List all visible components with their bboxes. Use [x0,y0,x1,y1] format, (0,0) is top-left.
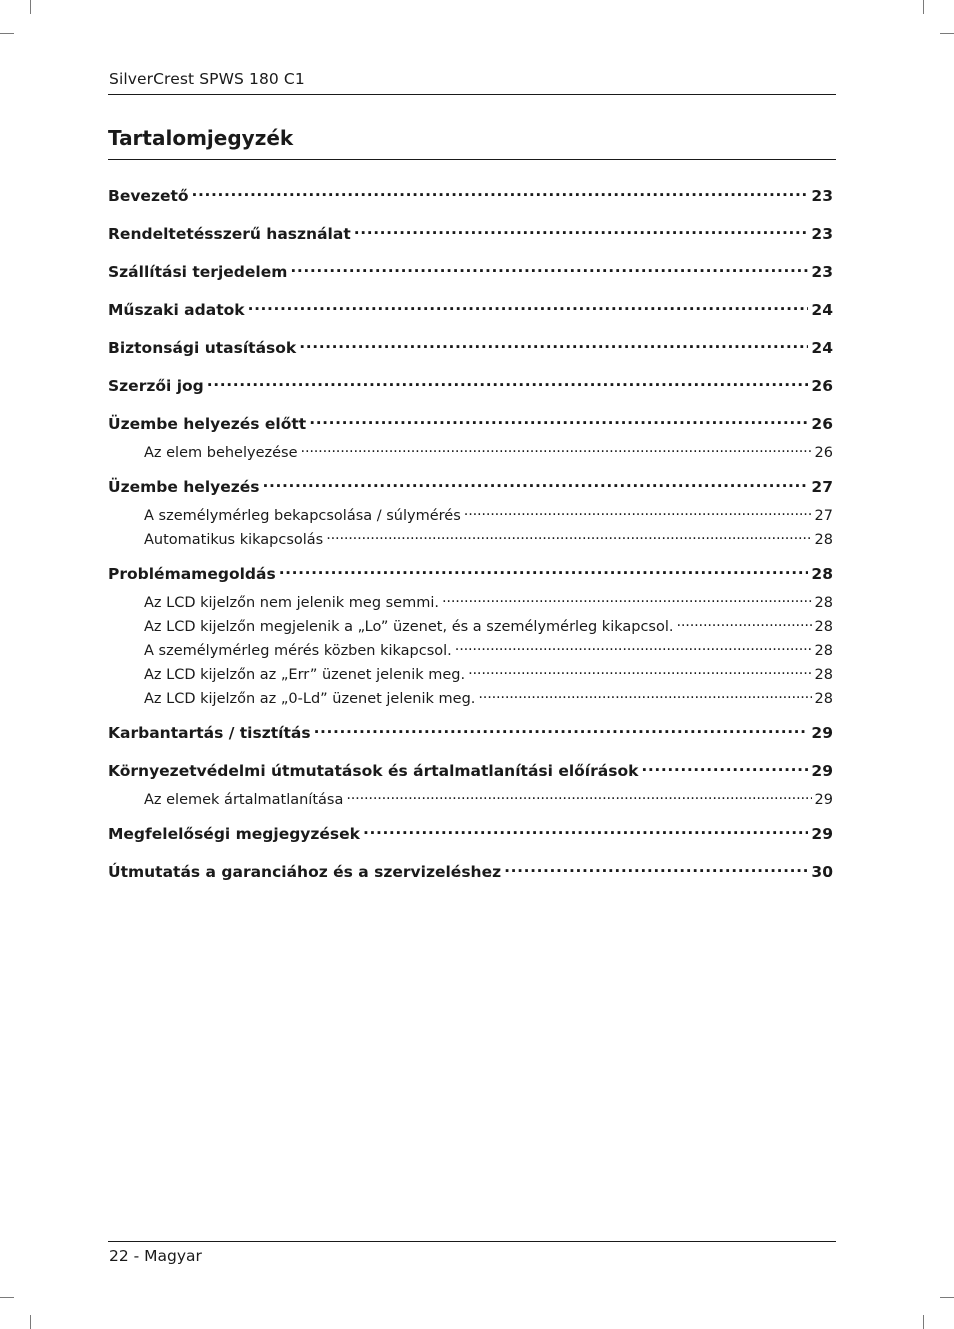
title-rule [108,159,836,160]
toc-subentry[interactable] [108,662,833,686]
toc-page-number: 29 [811,724,833,742]
dot-leader [301,440,812,457]
footer-rule [108,1241,836,1242]
toc-entry[interactable] [108,294,833,332]
toc-entry-title: Problémamegoldás [108,565,276,583]
toc-entry-title: Szerzői jog [108,377,204,395]
crop-mark [0,33,14,34]
toc-entry[interactable] [108,408,833,440]
toc-page-number: 28 [814,619,833,635]
toc-entry[interactable] [108,558,833,590]
toc-page-number: 27 [811,478,833,496]
toc-subentry[interactable] [108,440,833,471]
crop-mark [940,1297,954,1298]
dot-leader [354,220,809,239]
dot-leader [248,296,809,315]
toc-page-number: 24 [811,339,833,357]
toc-entry-title: Az elemek ártalmatlanítása [144,792,344,808]
dot-leader [290,258,808,277]
dot-leader [641,757,808,776]
toc-page-number: 27 [814,508,833,524]
dot-leader [504,858,808,877]
toc-entry-title: Biztonsági utasítások [108,339,297,357]
toc-page-number: 29 [814,792,833,808]
toc-page-number: 26 [811,415,833,433]
dot-leader [455,638,812,655]
dot-leader [263,473,809,492]
crop-mark [30,1315,31,1329]
dot-leader [363,820,808,839]
toc-entry[interactable] [108,471,833,503]
crop-mark [0,1297,14,1298]
toc-entry-title: Üzembe helyezés [108,478,260,496]
toc-page-number: 23 [811,263,833,281]
crop-mark [940,33,954,34]
toc-page-number: 23 [811,225,833,243]
toc-page-number: 24 [811,301,833,319]
toc-entry-title: Műszaki adatok [108,301,245,319]
toc-entry-title: Üzembe helyezés előtt [108,415,307,433]
dot-leader [442,590,812,607]
dot-leader [468,662,811,679]
crop-mark [30,0,31,14]
toc-entry-title: Az LCD kijelzőn nem jelenik meg semmi. [144,595,439,611]
toc-page-number: 28 [814,643,833,659]
toc-entry-title: Környezetvédelmi útmutatások és ártalmatlanítási előírások [108,762,639,780]
toc-entry[interactable] [108,218,833,256]
toc-subentry[interactable] [108,590,833,614]
toc-page-number: 23 [811,187,833,205]
toc-entry-title: Bevezető [108,187,189,205]
toc-subentry[interactable] [108,787,833,818]
toc-entry-title: A személymérleg mérés közben kikapcsol. [144,643,452,659]
toc-entry[interactable] [108,755,833,787]
page-number-footer: 22 - Magyar [109,1247,202,1265]
toc-entry[interactable] [108,256,833,294]
dot-leader [326,527,811,544]
toc-subentry[interactable] [108,503,833,527]
toc-page-number: 26 [811,377,833,395]
page-title: Tartalomjegyzék [108,126,294,150]
header-rule [108,94,836,95]
toc-entry-title: Karbantartás / tisztítás [108,724,311,742]
toc-entry-title: Automatikus kikapcsolás [144,532,324,548]
toc-subentry[interactable] [108,614,833,638]
toc-entry-title: Megfelelőségi megjegyzések [108,825,360,843]
toc-page-number: 28 [814,532,833,548]
toc-entry-title: Az elem behelyezése [144,445,298,461]
toc-page-number: 28 [814,691,833,707]
toc-subentry[interactable] [108,638,833,662]
dot-leader [299,334,808,353]
toc-subentry[interactable] [108,686,833,717]
dot-leader [207,372,809,391]
toc-entry-title: Rendeltetésszerű használat [108,225,351,243]
toc-entry-title: Az LCD kijelzőn az „Err” üzenet jelenik meg. [144,667,466,683]
dot-leader [346,787,811,804]
toc-entry-title: A személymérleg bekapcsolása / súlymérés [144,508,461,524]
toc-page-number: 29 [811,762,833,780]
running-header: SilverCrest SPWS 180 C1 [109,70,305,88]
toc-page-number: 28 [814,595,833,611]
toc-entry-title: Szállítási terjedelem [108,263,288,281]
dot-leader [464,503,812,520]
toc-entry[interactable] [108,717,833,755]
dot-leader [309,410,808,429]
dot-leader [676,614,811,631]
dot-leader [478,686,811,703]
toc-entry[interactable] [108,332,833,370]
toc-page-number: 30 [811,863,833,881]
toc-entry-title: Az LCD kijelzőn megjelenik a „Lo” üzenet, és a személymérleg kikapcsol. [144,619,674,635]
dot-leader [314,719,809,738]
toc-entry[interactable] [108,818,833,856]
toc-page-number: 28 [814,667,833,683]
toc-page-number: 26 [814,445,833,461]
dot-leader [279,560,809,579]
toc-entry[interactable] [108,370,833,408]
crop-mark [923,1315,924,1329]
toc-subentry[interactable] [108,527,833,558]
toc-entry-title: Az LCD kijelzőn az „0-Ld” üzenet jelenik meg. [144,691,476,707]
dot-leader [192,182,809,201]
toc-entry[interactable] [108,180,833,218]
table-of-contents [108,180,833,894]
crop-mark [923,0,924,14]
toc-page-number: 28 [811,565,833,583]
toc-entry[interactable] [108,856,833,894]
toc-entry-title: Útmutatás a garanciához és a szervizeléshez [108,863,502,881]
toc-page-number: 29 [811,825,833,843]
